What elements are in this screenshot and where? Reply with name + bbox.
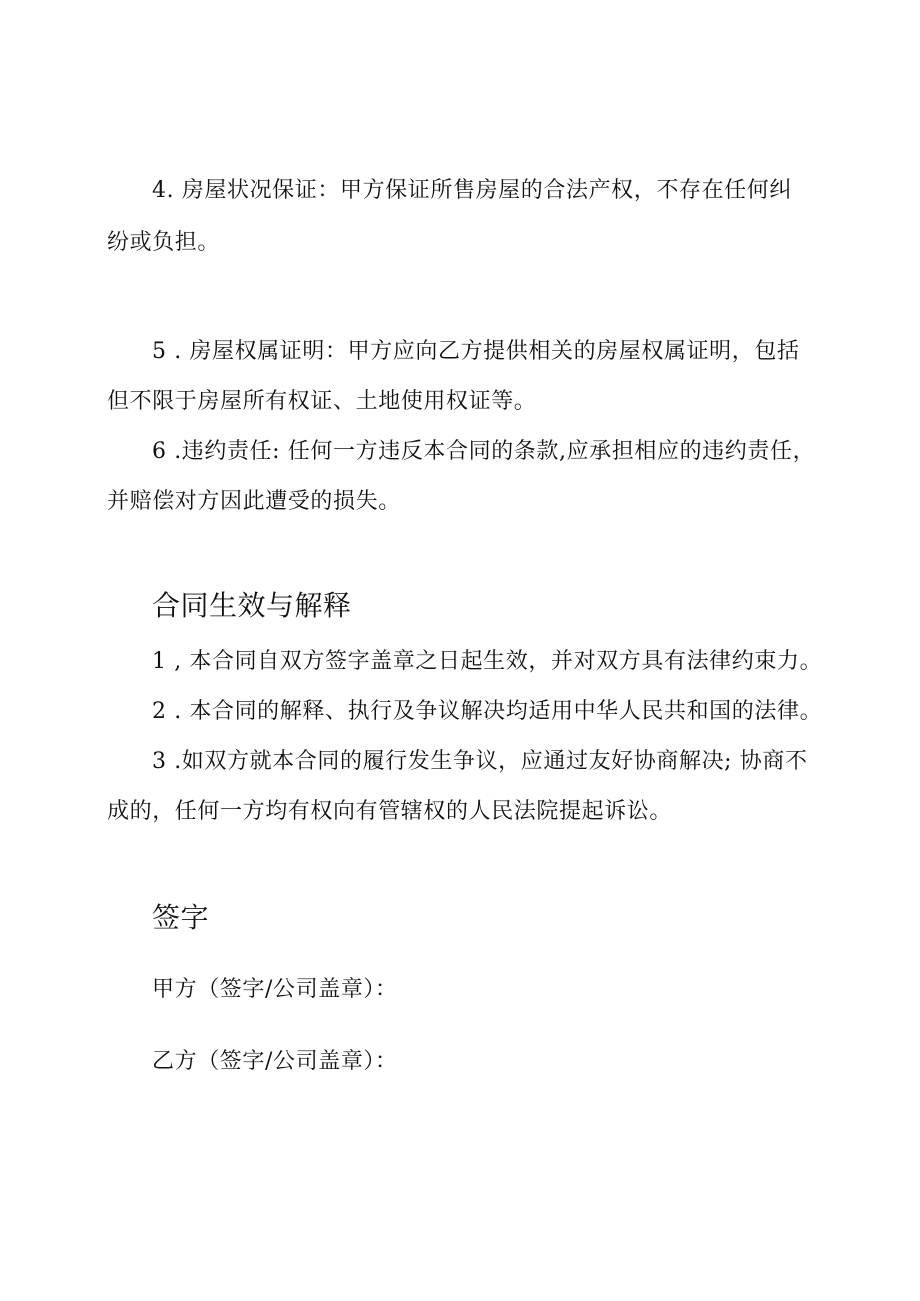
clause-6-line-2: 并赔偿对方因此遭受的损失。: [107, 489, 401, 514]
clause-5-line-1: 5 . 房屋权属证明：甲方应向乙方提供相关的房屋权属证明，包括: [152, 339, 800, 364]
effect-item-3-line-1: 3 .如双方就本合同的履行发生争议，应通过友好协商解决; 协商不: [152, 749, 808, 774]
effect-item-3-line-2: 成的，任何一方均有权向有管辖权的人民法院提起诉讼。: [107, 799, 673, 824]
party-a-signature-label: 甲方（签字/公司盖章）：: [152, 977, 398, 1002]
signature-section-heading: 签字: [152, 901, 210, 934]
clause-5-line-2: 但不限于房屋所有权证、土地使用权证等。: [107, 389, 537, 414]
effect-item-1: 1 , 本合同自双方签字盖章之日起生效，并对双方具有法律约束力。: [152, 649, 823, 674]
clause-4-line-2: 纷或负担。: [107, 230, 221, 255]
party-b-signature-label: 乙方（签字/公司盖章）：: [152, 1049, 398, 1074]
effect-section-heading: 合同生效与解释: [152, 589, 352, 622]
effect-item-2: 2 . 本合同的解释、执行及争议解决均适用中华人民共和国的法律。: [152, 699, 823, 724]
clause-4-line-1: 4. 房屋状况保证：甲方保证所售房屋的合法产权，不存在任何纠: [152, 178, 792, 203]
clause-6-line-1: 6 .违约责任: 任何一方违反本合同的条款,应承担相应的违约责任，: [152, 439, 816, 464]
